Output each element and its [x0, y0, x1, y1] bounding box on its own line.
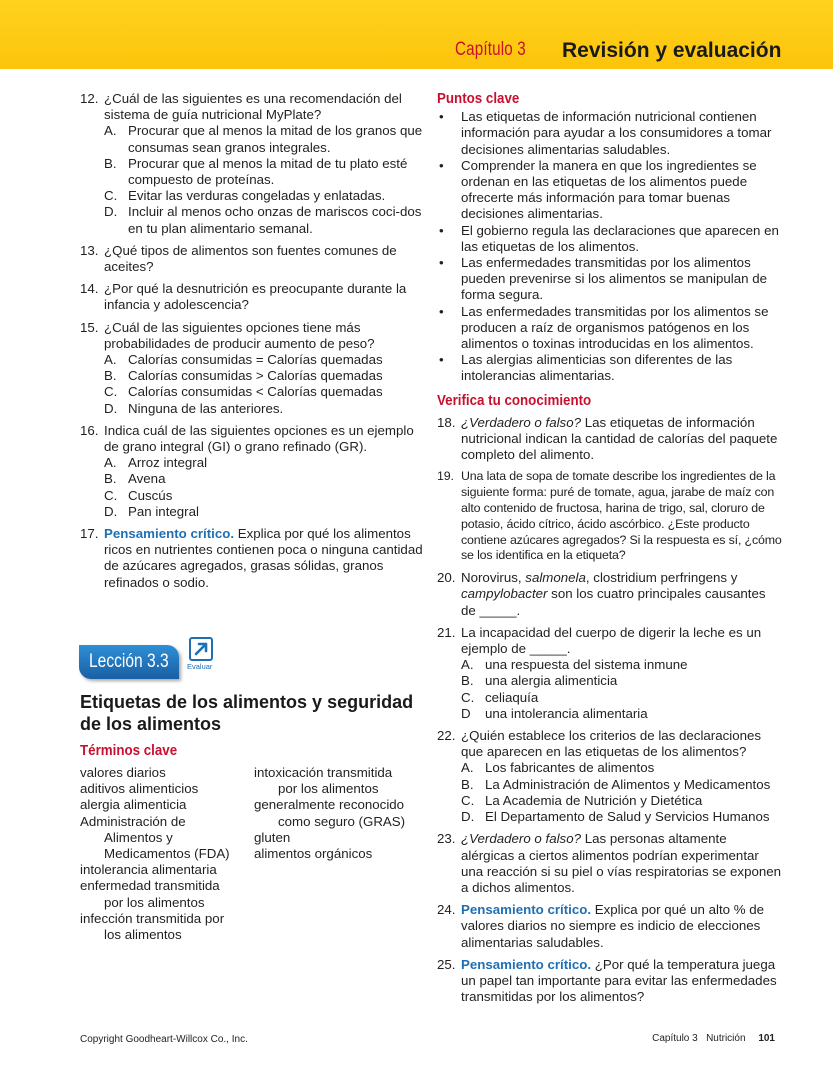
term: alergia alimenticia	[80, 797, 187, 813]
question-16: 16. Indica cuál de las siguientes opciones es un ejemplo de grano integral (GI) o grano refinado (GR). A. Arroz integral B. Avena C. Cuscús D. Pan integral	[80, 423, 425, 520]
term: intolerancia alimentaria	[80, 862, 217, 878]
option: C. La Academia de Nutrición y Dietética	[461, 792, 703, 808]
question-15: 15. ¿Cuál de las siguientes opciones tiene más probabilidades de producir aumento de peso? A. Calorías consumidas = Calorías quemadas B. Calorías consumidas > Calorías quemadas C. Calorías consumidas < Calorías quemadas D. Ninguna de las anteriores.	[80, 320, 425, 417]
options-16	[104, 455, 425, 520]
critical-thinking-label: Pensamiento crítico.	[461, 956, 592, 972]
option: B. Avena	[104, 471, 166, 487]
option: B. una alergia alimenticia	[461, 673, 618, 689]
key-point: • Las etiquetas de información nutricional contienen información para ayudar a los consumidores a tomar decisiones alimentarias saludables.	[437, 109, 782, 158]
option: C. Calorías consumidas < Calorías quemadas	[104, 384, 383, 400]
question-20: 20. Norovirus, salmonela, clostridium perfringens y campylobacter son los cuatro principales causantes de _____.	[437, 570, 766, 618]
critical-thinking-label: Pensamiento crítico.	[104, 526, 235, 542]
terms-heading: Términos clave	[80, 743, 178, 759]
options-12	[104, 123, 425, 236]
key-points-heading: Puntos clave	[437, 91, 520, 107]
key-points-list	[437, 109, 782, 384]
option: B. Procurar que al menos la mitad de tu plato esté compuesto de proteínas.	[104, 155, 408, 188]
option: D. Pan integral	[104, 503, 199, 519]
option: D. Incluir al menos ocho onzas de mariscos coci-dos en tu plan alimentario semanal.	[104, 204, 422, 236]
term: alimentos orgánicos	[254, 846, 373, 862]
option: C. celiaquía	[461, 689, 539, 705]
right-column	[437, 91, 782, 1011]
term: valores diarios	[80, 765, 166, 780]
page-number: 101	[758, 1033, 775, 1044]
option: A. Los fabricantes de alimentos	[461, 760, 655, 776]
question-17: 17. Pensamiento crítico. Explica por qué los alimentos ricos en nutrientes contienen poca o ninguna cantidad de azúcares agregados, grasas sólidas, granos refinados o sodio.	[80, 526, 423, 590]
term: gluten	[254, 829, 291, 845]
header-chapter: Capítulo 3	[455, 39, 526, 60]
option: D una intolerancia alimentaria	[461, 705, 648, 721]
key-point: • Comprender la manera en que los ingredientes se ordenan en las etiquetas de los alimentos puede ofrecerte más información para tomar buenas decisiones alimentarias.	[437, 158, 782, 223]
question-12: 12. ¿Cuál de las siguientes es una recomendación del sistema de guía nutricional MyPlate? A. Procurar que al menos la mitad de los granos que consumas sean granos integrales. B. Procurar que al menos la mitad de tu plato esté compuesto de proteínas. C. Evitar las verduras congeladas y enlatadas. D. Incluir al menos ocho onzas de mariscos coci-dos en tu plan alimentario semanal.	[80, 91, 425, 237]
question-14: 14. ¿Por qué la desnutrición es preocupante durante la infancia y adolescencia?	[80, 281, 407, 313]
footer-page-info	[652, 1033, 775, 1044]
option: A. Calorías consumidas = Calorías quemadas	[104, 352, 383, 368]
key-point: • El gobierno regula las declaraciones que aparecen en las etiquetas de los alimentos.	[437, 223, 782, 255]
terms-list-2	[254, 765, 424, 862]
question-25: 25. Pensamiento crítico. ¿Por qué la temperatura juega un papel tan importante para evitar las enfermedades transmitidas por los alimentos?	[437, 956, 777, 1005]
footer-section: Nutrición	[706, 1033, 746, 1044]
option: A. Arroz integral	[104, 455, 208, 471]
key-point: • Las alergias alimenticias son diferentes de las intolerancias alimentarias.	[437, 352, 782, 384]
question-21: 21. La incapacidad del cuerpo de digerir la leche es un ejemplo de _____. A. una respuesta del sistema inmune B. una alergia alimenticia C. celiaquía D una intolerancia alimentaria	[437, 625, 782, 722]
critical-thinking-label: Pensamiento crítico.	[461, 902, 592, 918]
question-23: 23. ¿Verdadero o falso? Las personas altamente alérgicas a ciertos alimentos podrían experimentar una reacción si su piel o vías respiratorias se exponen a dichos alimentos.	[437, 831, 782, 895]
term: aditivos alimenticios	[80, 781, 199, 797]
verify-heading: Verifica tu conocimiento	[437, 392, 592, 409]
option: A. una respuesta del sistema inmune	[461, 657, 688, 673]
option: C. Evitar las verduras congeladas y enlatadas.	[104, 188, 386, 204]
evaluate-label[interactable]: Evaluar	[187, 662, 213, 671]
question-19: 19. Una lata de sopa de tomate describe los ingredientes de la siguiente forma: puré de tomate, agua, jarabe de maíz con alto contenido de fructosa, harina de trigo, sal, cloruro de potasio, ácido cítrico, ácido ascórbico. ¿Este producto contiene azúcares agregados? Si la respuesta es sí, ¿cómo se los identifica en la etiqueta?	[437, 469, 782, 563]
question-22: 22. ¿Quién establece los criterios de las declaraciones que aparecen en las etiquetas de los alimentos? A. Los fabricantes de alimentos B. La Administración de Alimentos y Medicamentos C. La Academia de Nutrición y Dietética D. El Departamento de Salud y Servicios Humanos	[437, 728, 782, 825]
term: Administración de Alimentos y Medicamentos (FDA)	[80, 813, 230, 862]
terms-list-1	[80, 765, 250, 943]
option: A. Procurar que al menos la mitad de los granos que consumas sean granos integrales.	[104, 123, 423, 155]
left-column	[80, 91, 425, 597]
lesson-tab: Lección 3.3	[79, 645, 179, 679]
option: B. La Administración de Alimentos y Medicamentos	[461, 776, 771, 792]
footer-chapter: Capítulo 3	[652, 1033, 698, 1044]
question-13: 13. ¿Qué tipos de alimentos son fuentes comunes de aceites?	[80, 242, 397, 275]
lesson-title: Etiquetas de los alimentos y seguridad de los alimentos	[80, 692, 414, 734]
options-15	[104, 352, 425, 417]
option: D. El Departamento de Salud y Servicios Humanos	[461, 809, 770, 825]
options-21	[461, 657, 782, 722]
question-18: 18. ¿Verdadero o falso? Las etiquetas de información nutricional indican la cantidad de calorías del paquete completo del alimento.	[437, 414, 778, 463]
header-title: Revisión y evaluación	[562, 39, 782, 62]
evaluate-icon[interactable]	[187, 637, 215, 663]
term: infección transmitida por los alimentos	[80, 910, 225, 943]
term: enfermedad transmitida por los alimentos	[80, 878, 220, 910]
term: generalmente reconocido como seguro (GRAS)	[254, 797, 406, 829]
options-22	[461, 760, 782, 825]
footer-copyright: Copyright Goodheart-Willcox Co., Inc.	[80, 1034, 248, 1045]
option: B. Calorías consumidas > Calorías quemadas	[104, 368, 383, 384]
question-24: 24. Pensamiento crítico. Explica por qué un alto % de valores diarios no siempre es indicio de elecciones alimentarias saludables.	[437, 902, 765, 950]
term: intoxicación transmitida por los alimentos	[254, 765, 393, 797]
key-point: • Las enfermedades transmitidas por los alimentos se producen a raíz de organismos patógenos en los alimentos o toxinas introducidas en los alimentos.	[437, 304, 782, 353]
key-point: • Las enfermedades transmitidas por los alimentos pueden prevenirse si los alimentos se manipulan de forma segura.	[437, 255, 782, 304]
option: C. Cuscús	[104, 487, 173, 503]
option: D. Ninguna de las anteriores.	[104, 400, 284, 416]
